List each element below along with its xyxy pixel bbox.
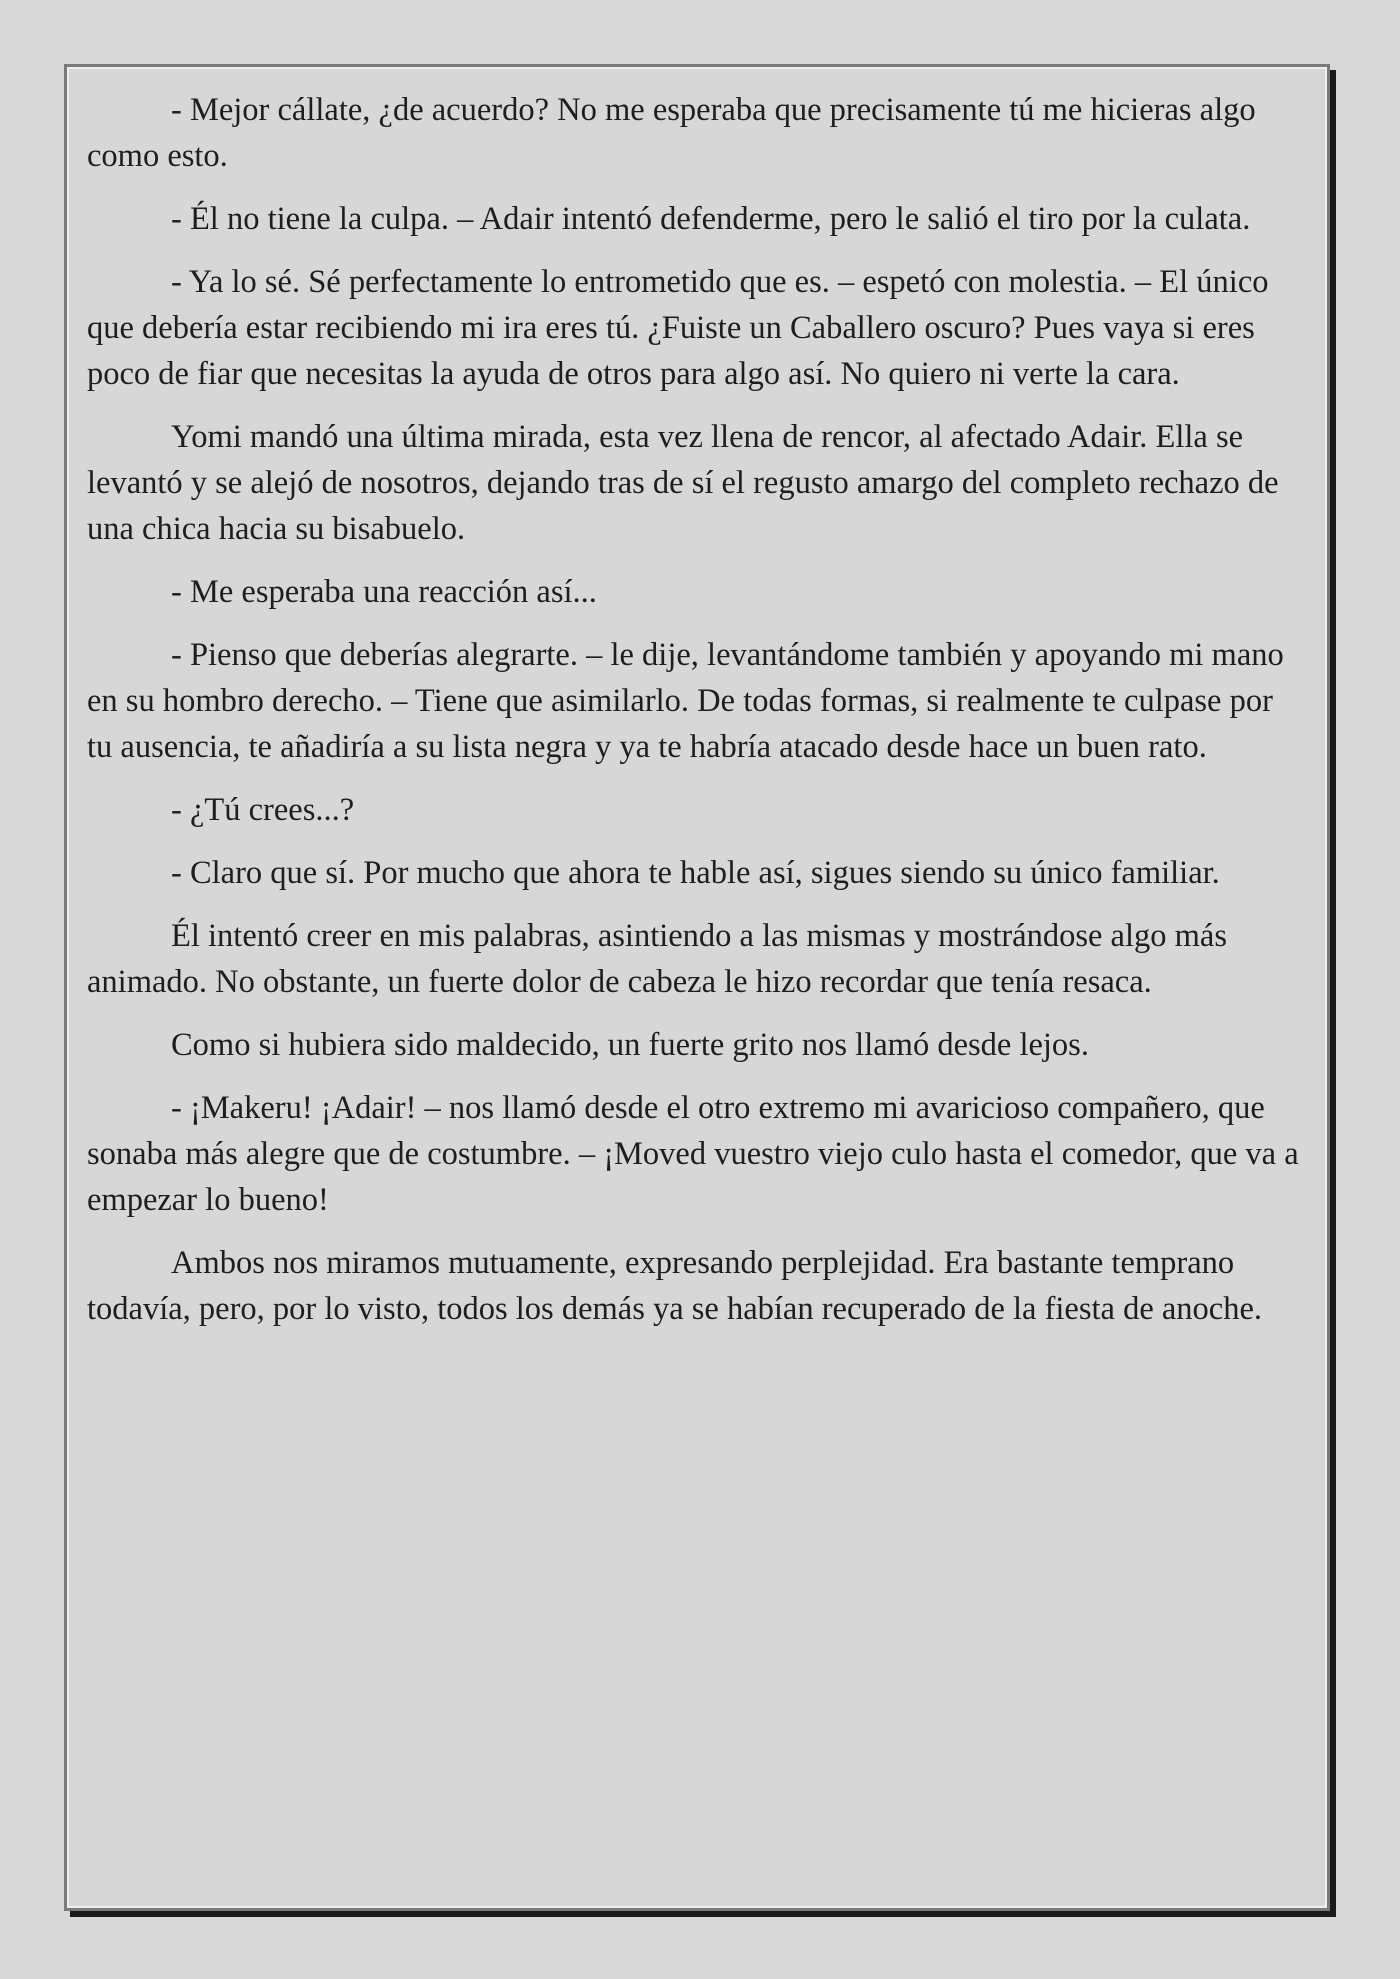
paragraph: - Me esperaba una reacción así...	[171, 574, 597, 610]
paragraph: - Ya lo sé. Sé perfectamente lo entrometido que es. – espetó con molestia. – El único que debería estar recibiendo mi ira eres tú. ¿Fuiste un Caballero oscuro? Pues vaya si eres poco de fiar que necesitas la ayuda de otros para algo así. No quiero ni verte la cara.	[87, 264, 1269, 392]
paragraph: - ¿Tú crees...?	[171, 792, 355, 828]
paragraph: Yomi mandó una última mirada, esta vez llena de rencor, al afectado Adair. Ella se levantó y se alejó de nosotros, dejando tras de sí el regusto amargo del completo rechazo de una chica hacia su bisabuelo.	[87, 419, 1279, 547]
paragraph: - Claro que sí. Por mucho que ahora te hable así, sigues siendo su único familiar.	[171, 855, 1220, 891]
page-text	[87, 87, 1305, 1349]
paragraph: Ambos nos miramos mutuamente, expresando perplejidad. Era bastante temprano todavía, pero, por lo visto, todos los demás ya se habían recuperado de la fiesta de anoche.	[87, 1245, 1263, 1327]
paragraph: Él intentó creer en mis palabras, asintiendo a las mismas y mostrándose algo más animado. No obstante, un fuerte dolor de cabeza le hizo recordar que tenía resaca.	[87, 918, 1227, 1000]
paragraph: - ¡Makeru! ¡Adair! – nos llamó desde el otro extremo mi avaricioso compañero, que sonaba más alegre que de costumbre. – ¡Moved vuestro viejo culo hasta el comedor, que va a empezar lo bueno!	[87, 1090, 1299, 1218]
paragraph: - Mejor cállate, ¿de acuerdo? No me esperaba que precisamente tú me hicieras algo como esto.	[87, 92, 1256, 174]
paragraph: - Pienso que deberías alegrarte. – le dije, levantándome también y apoyando mi mano en su hombro derecho. – Tiene que asimilarlo. De todas formas, si realmente te culpase por tu ausencia, te añadiría a su lista negra y ya te habría atacado desde hace un buen rato.	[87, 637, 1284, 765]
paragraph: - Él no tiene la culpa. – Adair intentó defenderme, pero le salió el tiro por la culata.	[171, 201, 1251, 237]
document-page	[64, 64, 1330, 1911]
paragraph: Como si hubiera sido maldecido, un fuerte grito nos llamó desde lejos.	[171, 1027, 1089, 1063]
